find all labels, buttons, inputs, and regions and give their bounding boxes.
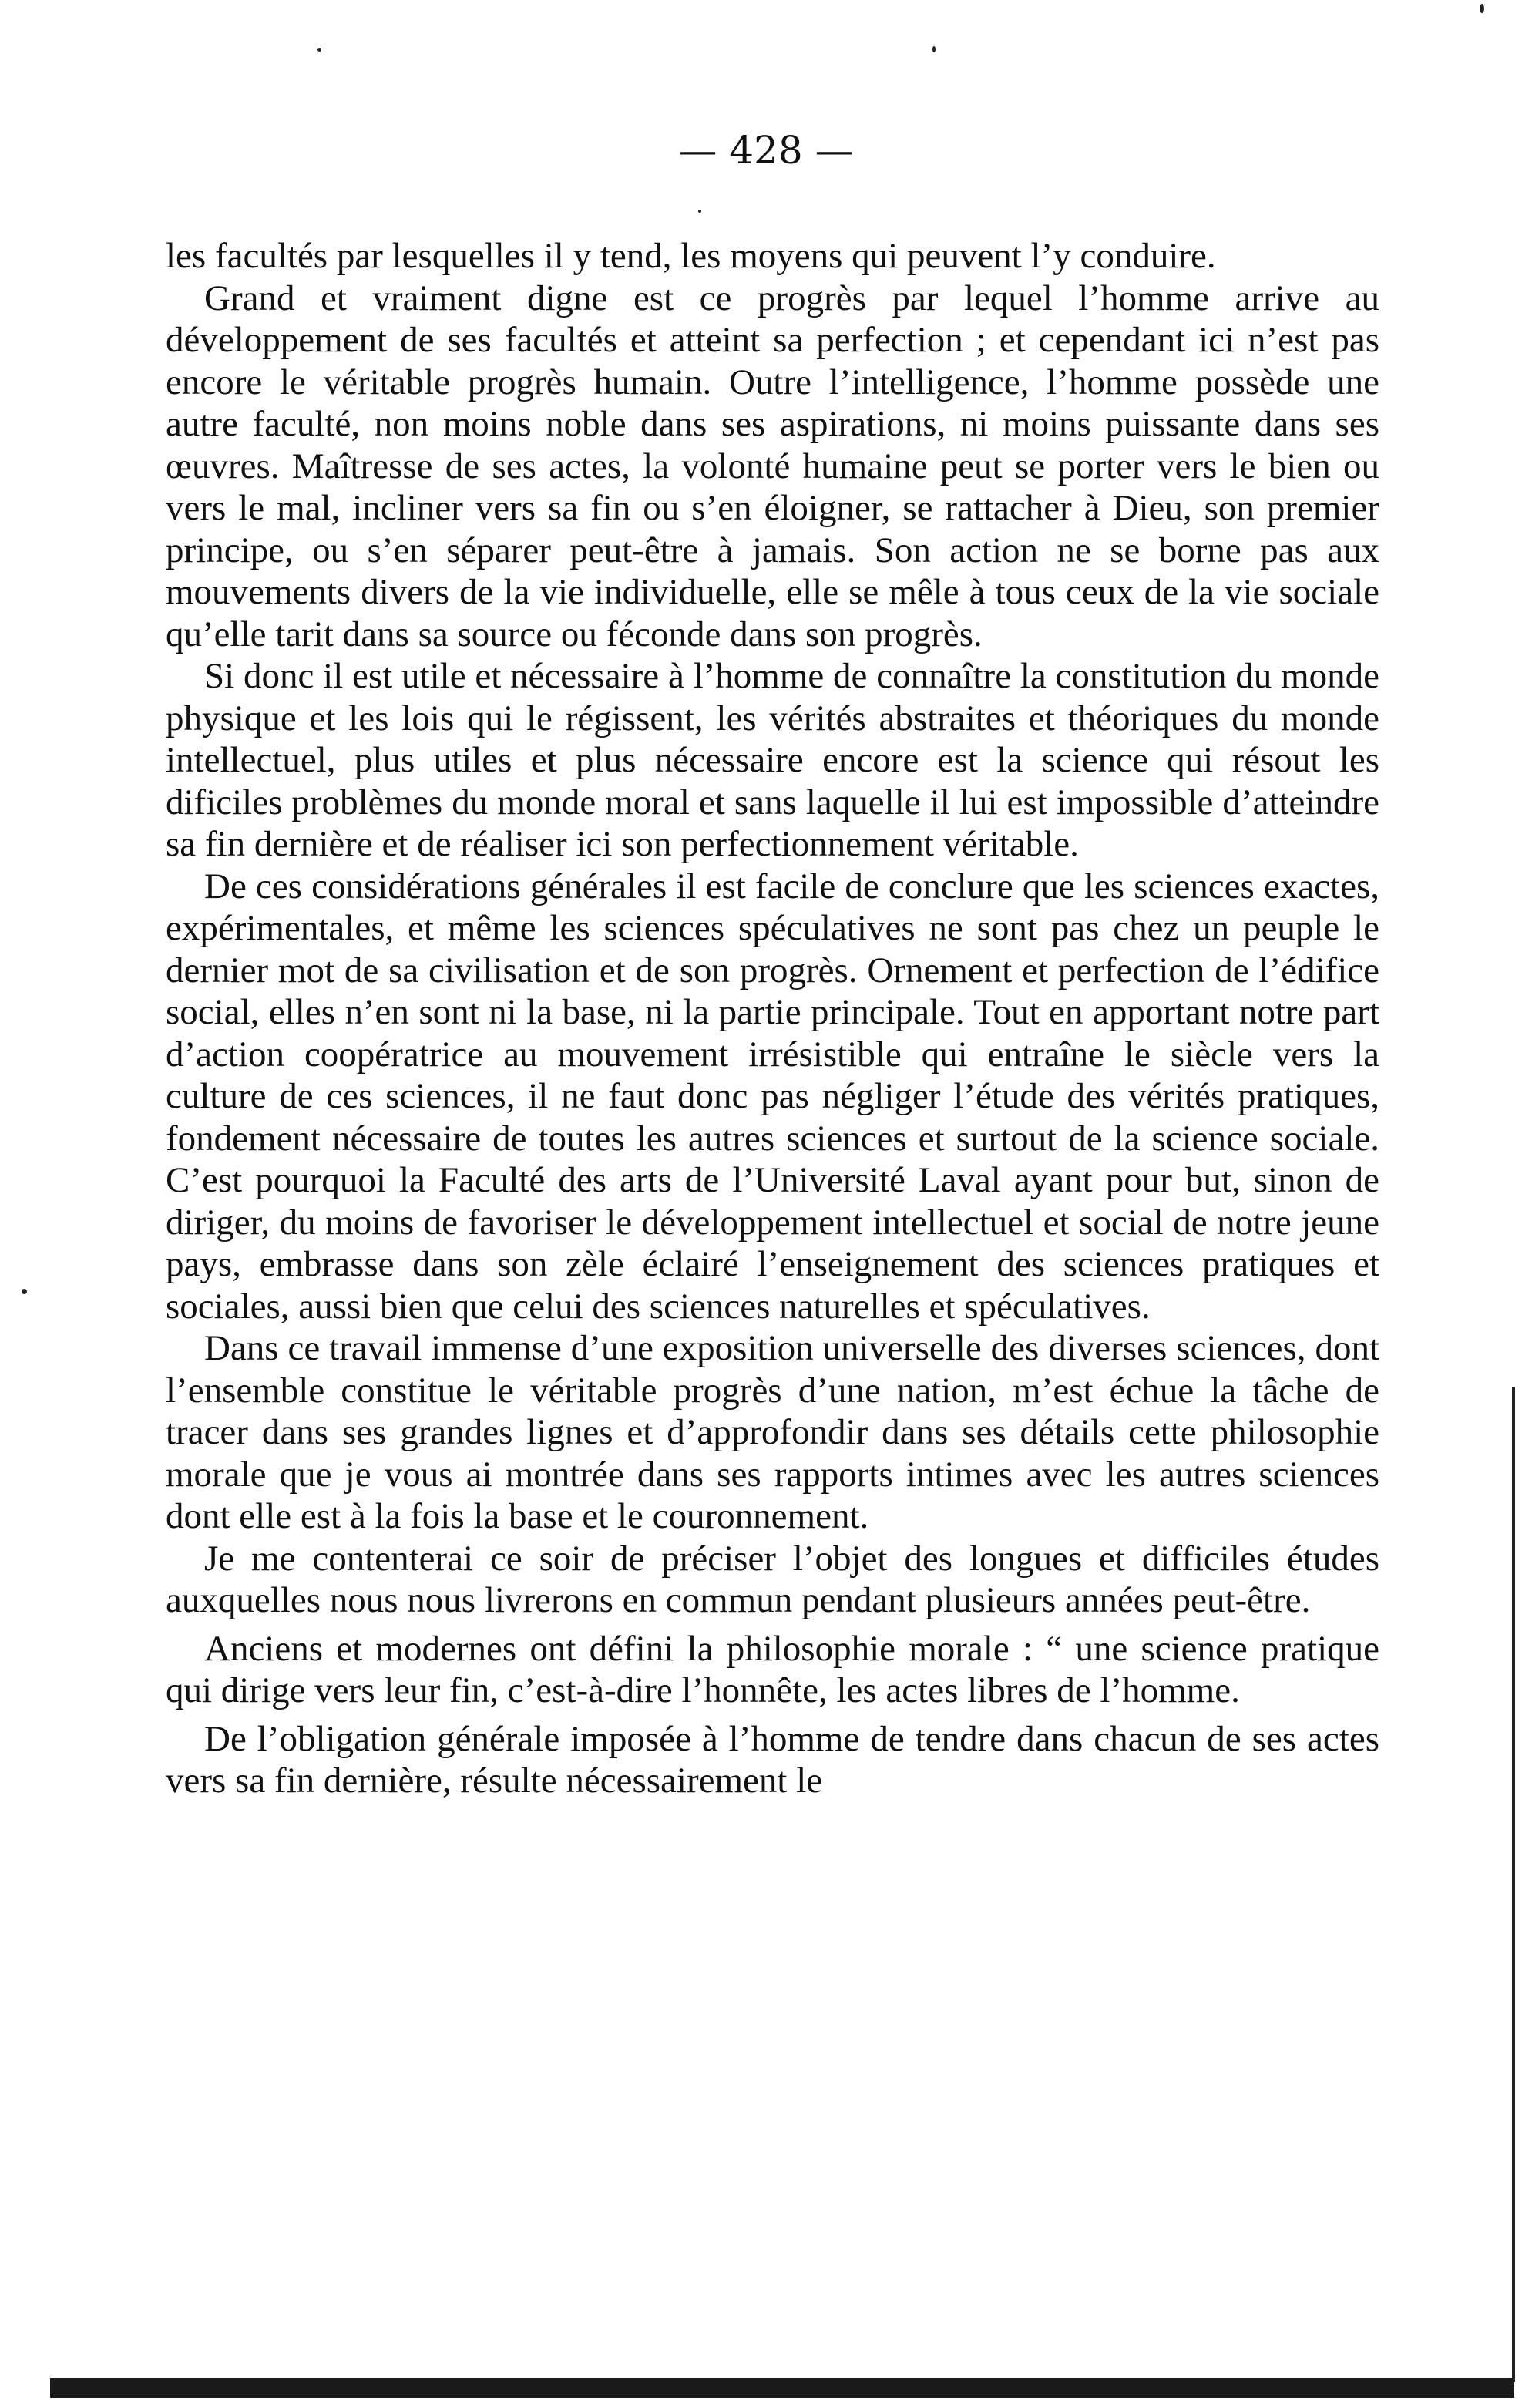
scan-edge-right <box>1512 1387 1515 2382</box>
scan-speck <box>317 48 321 52</box>
paragraph-2: Grand et vraiment digne est ce progrès par lequel l’homme arrive au développement de ses facultés et atteint sa perfection ; et cependant ici n’est pas encore le véritable progrès humain. Outre l’intelligence, l’homme possède une autre faculté, non moins noble dans ses aspirations, ni moins puissante dans ses œuvres. Maîtresse de ses actes, la volonté humaine peut se porter vers le bien ou vers le mal, incliner vers sa fin ou s’en éloigner, se rattacher à Dieu, son premier principe, ou s’en séparer peut-être à jamais. Son action ne se borne pas aux mouvements divers de la vie individuelle, elle se mêle à tous ceux de la vie sociale qu’elle tarit dans sa source ou féconde dans son progrès. <box>166 277 1379 654</box>
body-text <box>166 235 1379 1802</box>
scan-speck <box>1480 4 1484 13</box>
page-number: — 428 — <box>678 128 854 173</box>
paragraph-4: De ces considérations générales il est facile de conclure que les sciences exactes, expérimentales, et même les sciences spéculatives ne sont pas chez un peuple le dernier mot de sa civilisation et de son progrès. Ornement et perfection de l’édifice social, elles n’en sont ni la base, ni la partie principale. Tout en apportant notre part d’action coopératrice au mouvement irrésistible qui entraîne le siècle vers la culture de ces sciences, il ne faut donc pas négliger l’étude des vérités pratiques, fondement nécessaire de toutes les autres sciences et surtout de la science sociale. C’est pourquoi la Faculté des arts de l’Université Laval ayant pour but, sinon de diriger, du moins de favoriser le développement intellectuel et social de notre jeune pays, embrasse dans son zèle éclairé l’enseignement des sciences pratiques et sociales, aussi bien que celui des sciences naturelles et spéculatives. <box>166 866 1379 1327</box>
scan-speck <box>698 210 701 213</box>
scan-edge-bottom <box>50 2378 1514 2398</box>
paragraph-8: De l’obligation générale imposée à l’homme de tendre dans chacun de ses actes vers sa fin dernière, résulte nécessairement le <box>166 1718 1379 1801</box>
scan-speck <box>22 1289 27 1294</box>
paragraph-1: les facultés par lesquelles il y tend, les moyens qui peuvent l’y conduire. <box>166 236 1216 276</box>
scan-speck <box>932 46 936 52</box>
paragraph-5: Dans ce travail immense d’une exposition universelle des diverses sciences, dont l’ensemble constitue le véritable progrès d’une nation, m’est échue la tâche de tracer dans ses grandes lignes et d’approfondir dans ses détails cette philosophie morale que je vous ai montrée dans ses rapports intimes avec les autres sciences dont elle est à la fois la base et le couronnement. <box>166 1328 1379 1536</box>
paragraph-7: Anciens et modernes ont défini la philosophie morale : “ une science pratique qui dirige vers leur fin, c’est-à-dire l’honnête, les actes libres de l’homme. <box>166 1628 1379 1710</box>
paragraph-6: Je me contenterai ce soir de préciser l’objet des longues et difficiles études auxquelles nous nous livrerons en commun pendant plusieurs années peut-être. <box>166 1538 1379 1620</box>
paragraph-3: Si donc il est utile et nécessaire à l’homme de connaître la constitution du monde physique et les lois qui le régissent, les vérités abstraites et théoriques du monde intellectuel, plus utiles et plus nécessaire encore est la science qui résout les dificiles problèmes du monde moral et sans laquelle il lui est impossible d’atteindre sa fin dernière et de réaliser ici son perfectionnement véritable. <box>166 656 1379 864</box>
